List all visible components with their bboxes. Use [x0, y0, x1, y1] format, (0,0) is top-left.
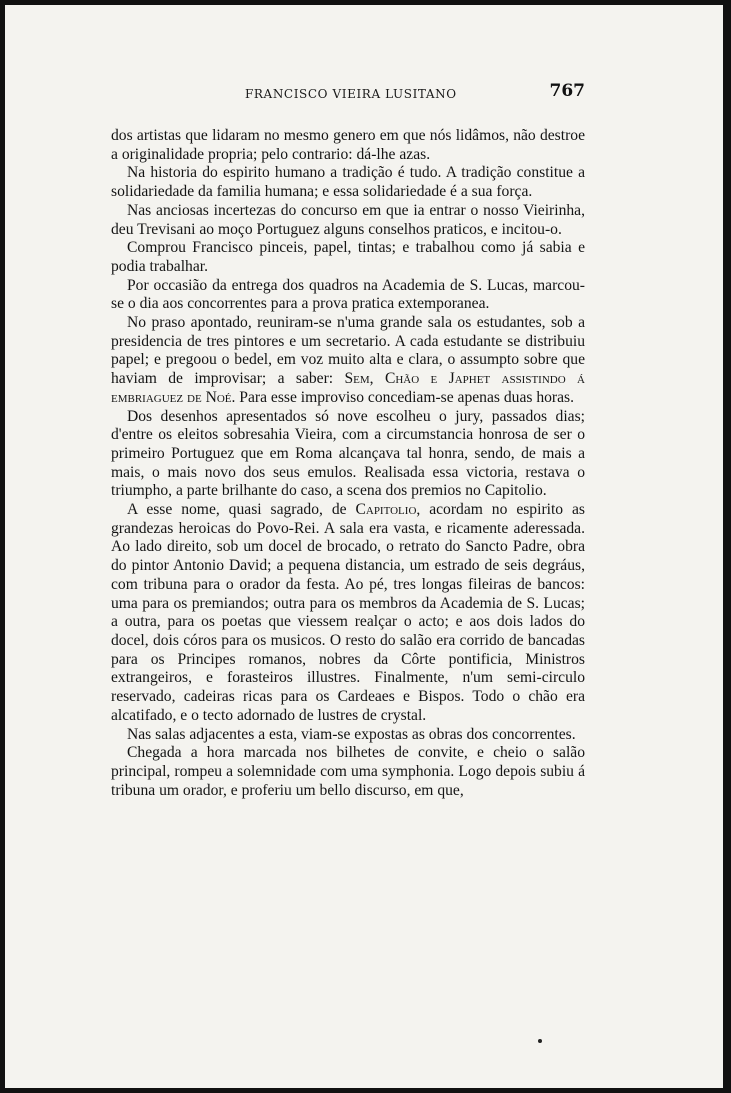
paragraph: Na historia do espirito humano a tradição é tudo. A tradição constitue a solidariedade da familia humana; e essa solidariedade é a sua força. — [111, 164, 585, 201]
capitolio-keyword: Capitolio — [355, 501, 417, 519]
paragraph — [111, 314, 585, 408]
page-number: 767 — [549, 81, 585, 101]
paragraph-text: A esse nome, quasi sagrado, de — [127, 501, 356, 519]
paragraph — [111, 501, 585, 725]
running-title: FRANCISCO VIEIRA LUSITANO — [245, 87, 457, 101]
paragraph-text: , acordam no espirito as grandezas heroicas do Povo-Rei. A sala era vasta, e ricamente aderessada. Ao lado direito, sob um docel de brocado, o retrato do Sancto Padre, obra do pintor Antonio David; a pequena distancia, um estrado de seis degráus, com tribuna para o orador da festa. Ao pé, tres longas fileiras de bancos: uma para os premiandos; outra para os membros da Academia de S. Lucas; a outra, para os poetas que viessem realçar o acto; e aos dois lados do docel, dois córos para os musicos. O resto do salão era corrido de bancadas para os Principes romanos, nobres da Côrte pontificia, Ministros extrangeiros, e forasteiros illustres. Finalmente, n'um semi-circulo reservado, cadeiras ricas para os Cardeaes e Bispos. Todo o chão era alcatifado, e o tecto adornado de lustres de crystal. — [111, 501, 586, 724]
paragraph: Comprou Francisco pinceis, papel, tintas; e trabalhou como já sabia e podia trabalhar. — [111, 239, 585, 275]
paragraph: Chegada a hora marcada nos bilhetes de convite, e cheio o salão principal, rompeu a solemnidade com uma symphonia. Logo depois subiu á tribuna um orador, e proferiu um bello discurso, em que, — [111, 744, 585, 799]
paragraph: dos artistas que lidaram no mesmo genero em que nós lidâmos, não destroe a originalidade propria; pelo contrario: dá-lhe azas. — [111, 127, 585, 163]
paragraph-text: No praso apontado, reuniram-se n'uma grande sala os estudantes, sob a presidencia de tres pintores e um secretario. A cada estudante se distribuiu papel; e pregoou o bedel, em voz muito alta e clara, o assumpto sobre que haviam de improvisar; a saber: — [111, 314, 585, 388]
painting-theme: Sem, Chão e Japhet assistindo á embriaguez de Noé. — [111, 370, 585, 406]
ink-speck — [538, 1039, 542, 1043]
paragraph: Nas anciosas incertezas do concurso em que ia entrar o nosso Vieirinha, deu Trevisani ao moço Portuguez alguns conselhos praticos, e incitou-o. — [111, 201, 585, 238]
body-text — [111, 127, 585, 800]
page-header — [113, 81, 585, 105]
paragraph: Dos desenhos apresentados só nove escolheu o jury, passados dias; d'entre os eleitos sobresahia Vieira, com a circumstancia honrosa de ser o primeiro Portuguez que em Roma alcançava tal honra, sendo, de mais a mais, o mais novo dos seus emulos. Realisada essa victoria, restava o triumpho, a parte brilhante do caso, a scena dos premios no Capitolio. — [111, 407, 585, 500]
paragraph-text: Para esse improviso concediam-se apenas duas horas. — [235, 388, 575, 406]
paragraph: Por occasião da entrega dos quadros na Academia de S. Lucas, marcou-se o dia aos concorrentes para a prova pratica extemporanea. — [111, 276, 585, 313]
paragraph: Nas salas adjacentes a esta, viam-se expostas as obras dos concorrentes. — [127, 725, 576, 743]
